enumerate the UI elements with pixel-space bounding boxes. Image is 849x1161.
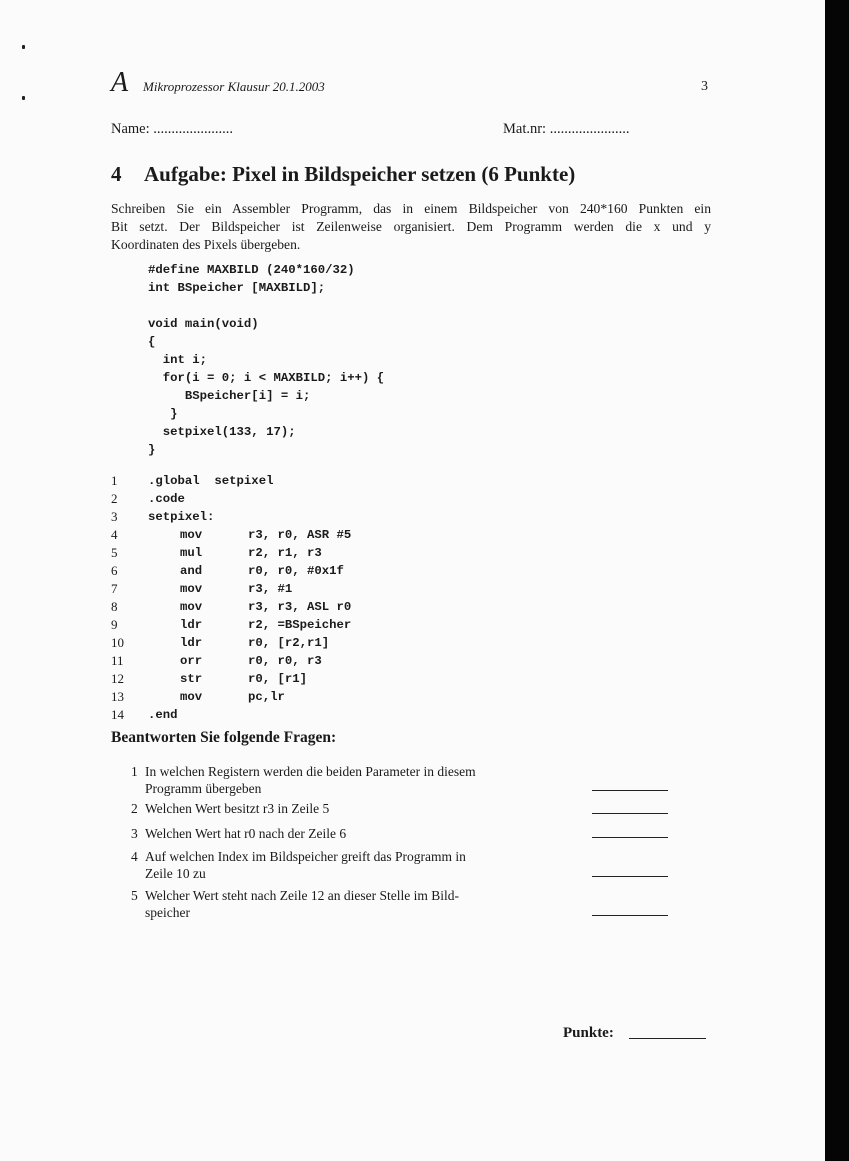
asm-operands: r0, r0, #0x1f <box>248 564 344 578</box>
asm-row <box>111 634 511 652</box>
asm-operands: r0, [r2,r1] <box>248 636 330 650</box>
line-number: 1 <box>111 473 118 488</box>
line-number: 7 <box>111 581 118 596</box>
score-blank[interactable] <box>629 1038 706 1039</box>
asm-operands: r2, =BSpeicher <box>248 618 352 632</box>
asm-opcode: mov <box>180 528 203 542</box>
asm-row <box>111 580 511 598</box>
asm-operands: r2, r1, r3 <box>248 546 322 560</box>
exam-title: Mikroprozessor Klausur 20.1.2003 <box>143 79 325 94</box>
asm-directive: .global setpixel <box>148 474 274 488</box>
line-number: 11 <box>111 653 124 668</box>
code-line: void main(void) <box>148 317 259 331</box>
code-line: for(i = 0; i < MAXBILD; i++) { <box>148 371 385 385</box>
asm-row <box>111 706 511 724</box>
asm-label: setpixel: <box>148 510 215 524</box>
question-number: 1 <box>131 764 138 779</box>
line-number: 6 <box>111 563 118 578</box>
asm-operands: pc,lr <box>248 690 285 704</box>
answer-blank-3[interactable] <box>592 837 668 838</box>
question-number: 3 <box>131 826 138 841</box>
asm-opcode: mov <box>180 600 203 614</box>
code-line: #define MAXBILD (240*160/32) <box>148 263 355 277</box>
asm-opcode: mul <box>180 546 203 560</box>
question-number: 2 <box>131 801 138 816</box>
task-description-line: Schreiben Sie ein Assembler Programm, das in einem Bildspeicher von 240*160 Punkten ein <box>111 201 711 216</box>
matriculation-number-field[interactable]: Mat.nr: ...................... <box>503 121 630 137</box>
task-number: 4 <box>111 162 122 186</box>
code-line: } <box>148 443 156 457</box>
answer-blank-2[interactable] <box>592 813 668 814</box>
question-text-line: Programm übergeben <box>145 781 262 796</box>
line-number: 4 <box>111 527 118 542</box>
question-text-line: Welcher Wert steht nach Zeile 12 an dieser Stelle im Bild- <box>145 888 459 903</box>
asm-operands: r3, r3, ASL r0 <box>248 600 352 614</box>
asm-opcode: and <box>180 564 203 578</box>
answer-blank-5[interactable] <box>592 915 668 916</box>
line-number: 14 <box>111 707 124 722</box>
line-number: 9 <box>111 617 118 632</box>
task-description-line: Bit setzt. Der Bildspeicher ist Zeilenweise organisiert. Dem Programm werden die x und y <box>111 219 711 234</box>
asm-row <box>111 490 511 508</box>
asm-operands: r3, r0, ASR #5 <box>248 528 352 542</box>
assembly-listing <box>111 472 511 724</box>
asm-directive: .end <box>148 708 178 722</box>
line-number: 2 <box>111 491 118 506</box>
questions-heading: Beantworten Sie folgende Fragen: <box>111 729 337 746</box>
page-number: 3 <box>701 79 708 94</box>
question-text-line: Welchen Wert hat r0 nach der Zeile 6 <box>145 826 347 841</box>
asm-row <box>111 598 511 616</box>
asm-row <box>111 652 511 670</box>
c-code-listing <box>148 261 384 459</box>
asm-opcode: ldr <box>180 618 203 632</box>
question-number: 5 <box>131 888 138 903</box>
asm-operands: r0, [r1] <box>248 672 308 686</box>
scan-dot <box>22 45 25 49</box>
code-line: } <box>148 407 178 421</box>
task-heading <box>111 162 575 187</box>
line-number: 5 <box>111 545 118 560</box>
code-line: int BSpeicher [MAXBILD]; <box>148 281 326 295</box>
asm-opcode: mov <box>180 582 203 596</box>
asm-row <box>111 508 511 526</box>
asm-row <box>111 688 511 706</box>
asm-operands: r3, #1 <box>248 582 293 596</box>
line-number: 10 <box>111 635 124 650</box>
answer-blank-4[interactable] <box>592 876 668 877</box>
asm-opcode: mov <box>180 690 203 704</box>
line-number: 12 <box>111 671 124 686</box>
asm-row <box>111 526 511 544</box>
line-number: 8 <box>111 599 118 614</box>
task-title: Aufgabe: Pixel in Bildspeicher setzen (6 Punkte) <box>144 162 576 186</box>
asm-opcode: str <box>180 672 203 686</box>
scan-dot <box>22 96 25 100</box>
question-number: 4 <box>131 849 138 864</box>
task-description-line: Koordinaten des Pixels übergeben. <box>111 237 301 252</box>
code-line: { <box>148 335 156 349</box>
code-line: setpixel(133, 17); <box>148 425 296 439</box>
scan-edge-bar <box>825 0 849 1161</box>
exam-variant-letter: A <box>111 67 129 98</box>
asm-opcode: orr <box>180 654 203 668</box>
question-text-line: Welchen Wert besitzt r3 in Zeile 5 <box>145 801 330 816</box>
asm-directive: .code <box>148 492 185 506</box>
question-text-line: Zeile 10 zu <box>145 866 206 881</box>
name-field[interactable]: Name: ...................... <box>111 121 234 137</box>
asm-row <box>111 544 511 562</box>
line-number: 3 <box>111 509 118 524</box>
score-label: Punkte: <box>563 1025 614 1041</box>
task-description <box>111 200 711 254</box>
question-text-line: speicher <box>145 905 190 920</box>
line-number: 13 <box>111 689 124 704</box>
answer-blank-1[interactable] <box>592 790 668 791</box>
code-line: BSpeicher[i] = i; <box>148 389 311 403</box>
question-text-line: Auf welchen Index im Bildspeicher greift das Programm in <box>145 849 466 864</box>
asm-row <box>111 562 511 580</box>
asm-row <box>111 472 511 490</box>
code-line: int i; <box>148 353 208 367</box>
asm-row <box>111 670 511 688</box>
question-text-line: In welchen Registern werden die beiden Parameter in diesem <box>145 764 476 779</box>
code-line <box>148 297 384 315</box>
asm-row <box>111 616 511 634</box>
asm-opcode: ldr <box>180 636 203 650</box>
asm-operands: r0, r0, r3 <box>248 654 322 668</box>
